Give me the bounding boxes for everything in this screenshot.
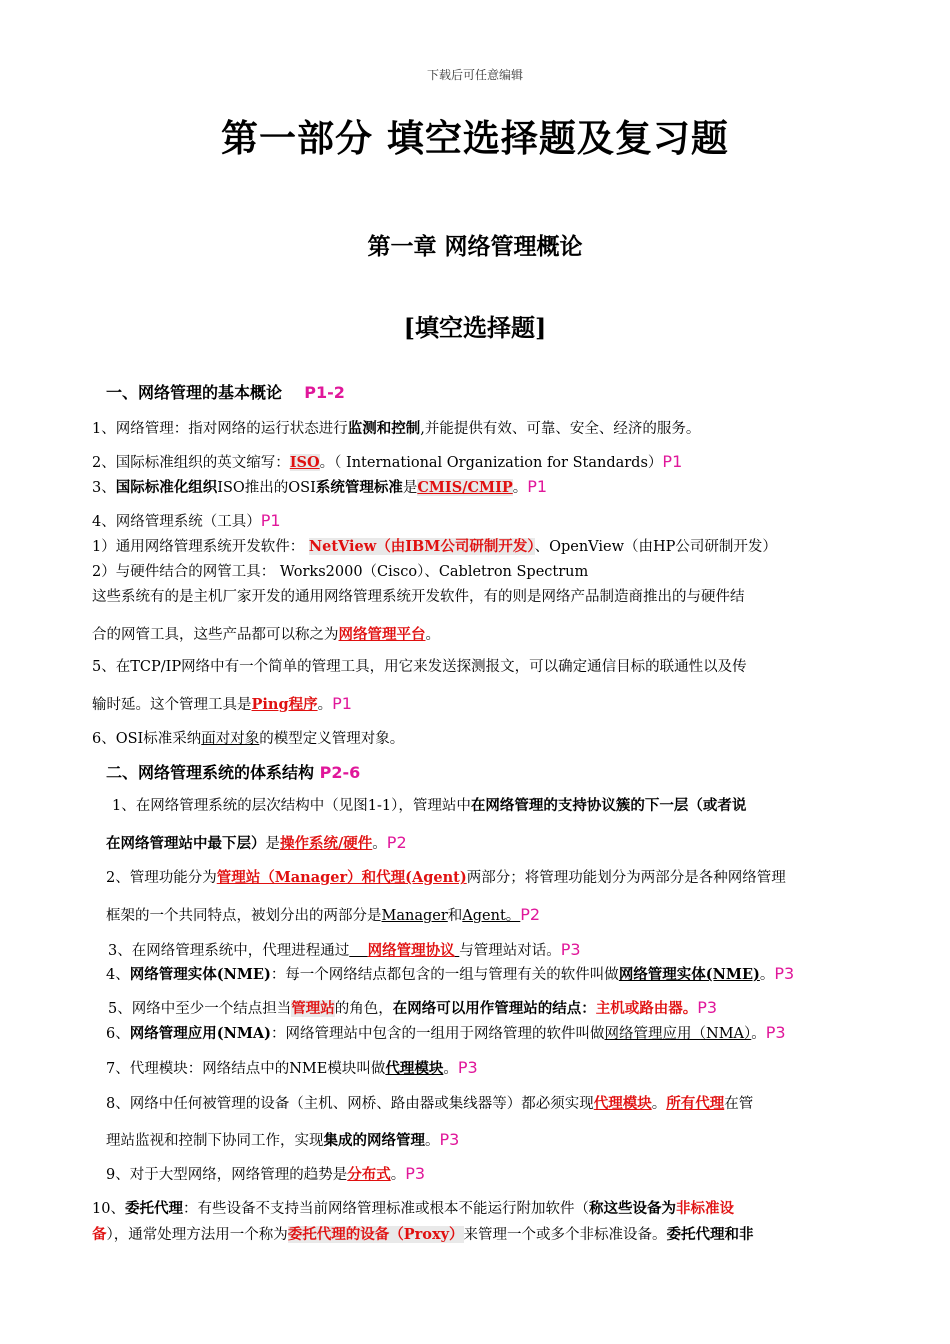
question-1: 1、网络管理：指对网络的运行状态进行监测和控制,并能提供有效、可靠、安全、经济的服务。 <box>92 420 701 437</box>
page-ref: P1 <box>662 452 683 471</box>
r-question-10-cont: 备），通常处理方法用一个称为委托代理的设备（Proxy）来管理一个或多个非标准设备。委托代理和非 <box>92 1226 754 1243</box>
r-question-8-cont: 理站监视和控制下协同工作，实现集成的网络管理。P3 <box>106 1130 460 1149</box>
page-ref: P1 <box>527 477 548 496</box>
r-question-2-cont: 框架的一个共同特点，被划分出的两部分是Manager和Agent。P2 <box>106 905 541 924</box>
page-ref: P2-6 <box>319 763 361 782</box>
page-ref: P3 <box>457 1058 478 1077</box>
question-4-desc-2: 合的网管工具，这些产品都可以称之为网络管理平台。 <box>92 626 440 643</box>
r-question-5: 5、网络中至少一个结点担当管理站的角色，在网络可以用作管理站的结点：主机或路由器。P3 <box>108 998 718 1017</box>
page-header: 下载后可任意编辑 <box>426 68 523 82</box>
question-4-desc: 这些系统有的是主机厂家开发的通用网络管理系统开发软件，有的则是网络产品制造商推出的与硬件结 <box>92 589 745 605</box>
r-question-9: 9、对于大型网络，网络管理的趋势是分布式。P3 <box>106 1164 426 1183</box>
page-ref: P3 <box>697 998 718 1017</box>
r-question-3: 3、在网络管理系统中，代理进程通过 网络管理协议 与管理站对话。P3 <box>108 940 581 959</box>
question-4-item-1: 1）通用网络管理系统开发软件： NetView（由IBM公司研制开发）、OpenView（由HP公司研制开发） <box>92 538 777 555</box>
r-question-1-cont: 在网络管理站中最下层）是操作系统/硬件。P2 <box>106 833 407 852</box>
page-ref: P3 <box>405 1164 426 1183</box>
page-ref: P1-2 <box>304 383 345 402</box>
part-title: 第一部分 填空选择题及复习题 <box>221 116 729 160</box>
question-3: 3、国际标准化组织ISO推出的OSI系统管理标准是CMIS/CMIP。P1 <box>92 477 548 496</box>
section-heading-2: 二、网络管理系统的体系结构 P2-6 <box>106 763 361 782</box>
section-subtitle: [填空选择题] <box>403 313 547 342</box>
question-5: 5、在TCP/IP网络中有一个简单的管理工具，用它来发送探测报文，可以确定通信目标的联通性以及传 <box>92 659 747 675</box>
question-2: 2、国际标准组织的英文缩写：ISO。（ International Organization for Standards）P1 <box>92 452 683 471</box>
page-ref: P2 <box>520 905 541 924</box>
question-4-item-2: 2）与硬件结合的网管工具： Works2000（Cisco）、Cabletron Spectrum <box>92 564 589 580</box>
r-question-1: 1、在网络管理系统的层次结构中（见图1-1），管理站中在网络管理的支持协议簇的下一层（或者说 <box>112 797 747 814</box>
page-ref: P2 <box>386 833 407 852</box>
r-question-7: 7、代理模块：网络结点中的NME模块叫做代理模块。P3 <box>106 1058 478 1077</box>
r-question-2: 2、管理功能分为管理站（Manager）和代理(Agent)两部分；将管理功能划分为两部分是各种网络管理 <box>106 869 786 886</box>
question-5-cont: 输时延。这个管理工具是Ping程序。P1 <box>92 694 352 713</box>
r-question-10: 10、委托代理：有些设备不支持当前网络管理标准或根本不能运行附加软件（称这些设备为非标准设 <box>92 1200 734 1217</box>
r-question-8: 8、网络中任何被管理的设备（主机、网桥、路由器或集线器等）都必须实现代理模块。所有代理在管 <box>106 1095 754 1112</box>
page-ref: P3 <box>439 1130 460 1149</box>
page-ref: P3 <box>765 1023 786 1042</box>
page-ref: P1 <box>260 511 281 530</box>
r-question-4: 4、网络管理实体(NME)：每一个网络结点都包含的一组与管理有关的软件叫做网络管理实体(NME)。P3 <box>106 964 795 983</box>
question-6: 6、OSI标准采纳面对对象的模型定义管理对象。 <box>92 731 405 747</box>
chapter-title: 第一章 网络管理概论 <box>367 233 583 260</box>
page-ref: P3 <box>774 964 795 983</box>
page-ref: P1 <box>332 694 352 713</box>
question-4: 4、网络管理系统（工具）P1 <box>92 511 281 530</box>
section-heading-1: 一、网络管理的基本概论 P1-2 <box>106 383 345 402</box>
r-question-6: 6、网络管理应用(NMA)：网络管理站中包含的一组用于网络管理的软件叫做网络管理应用（NMA）。P3 <box>106 1023 786 1042</box>
page-ref: P3 <box>560 940 581 959</box>
